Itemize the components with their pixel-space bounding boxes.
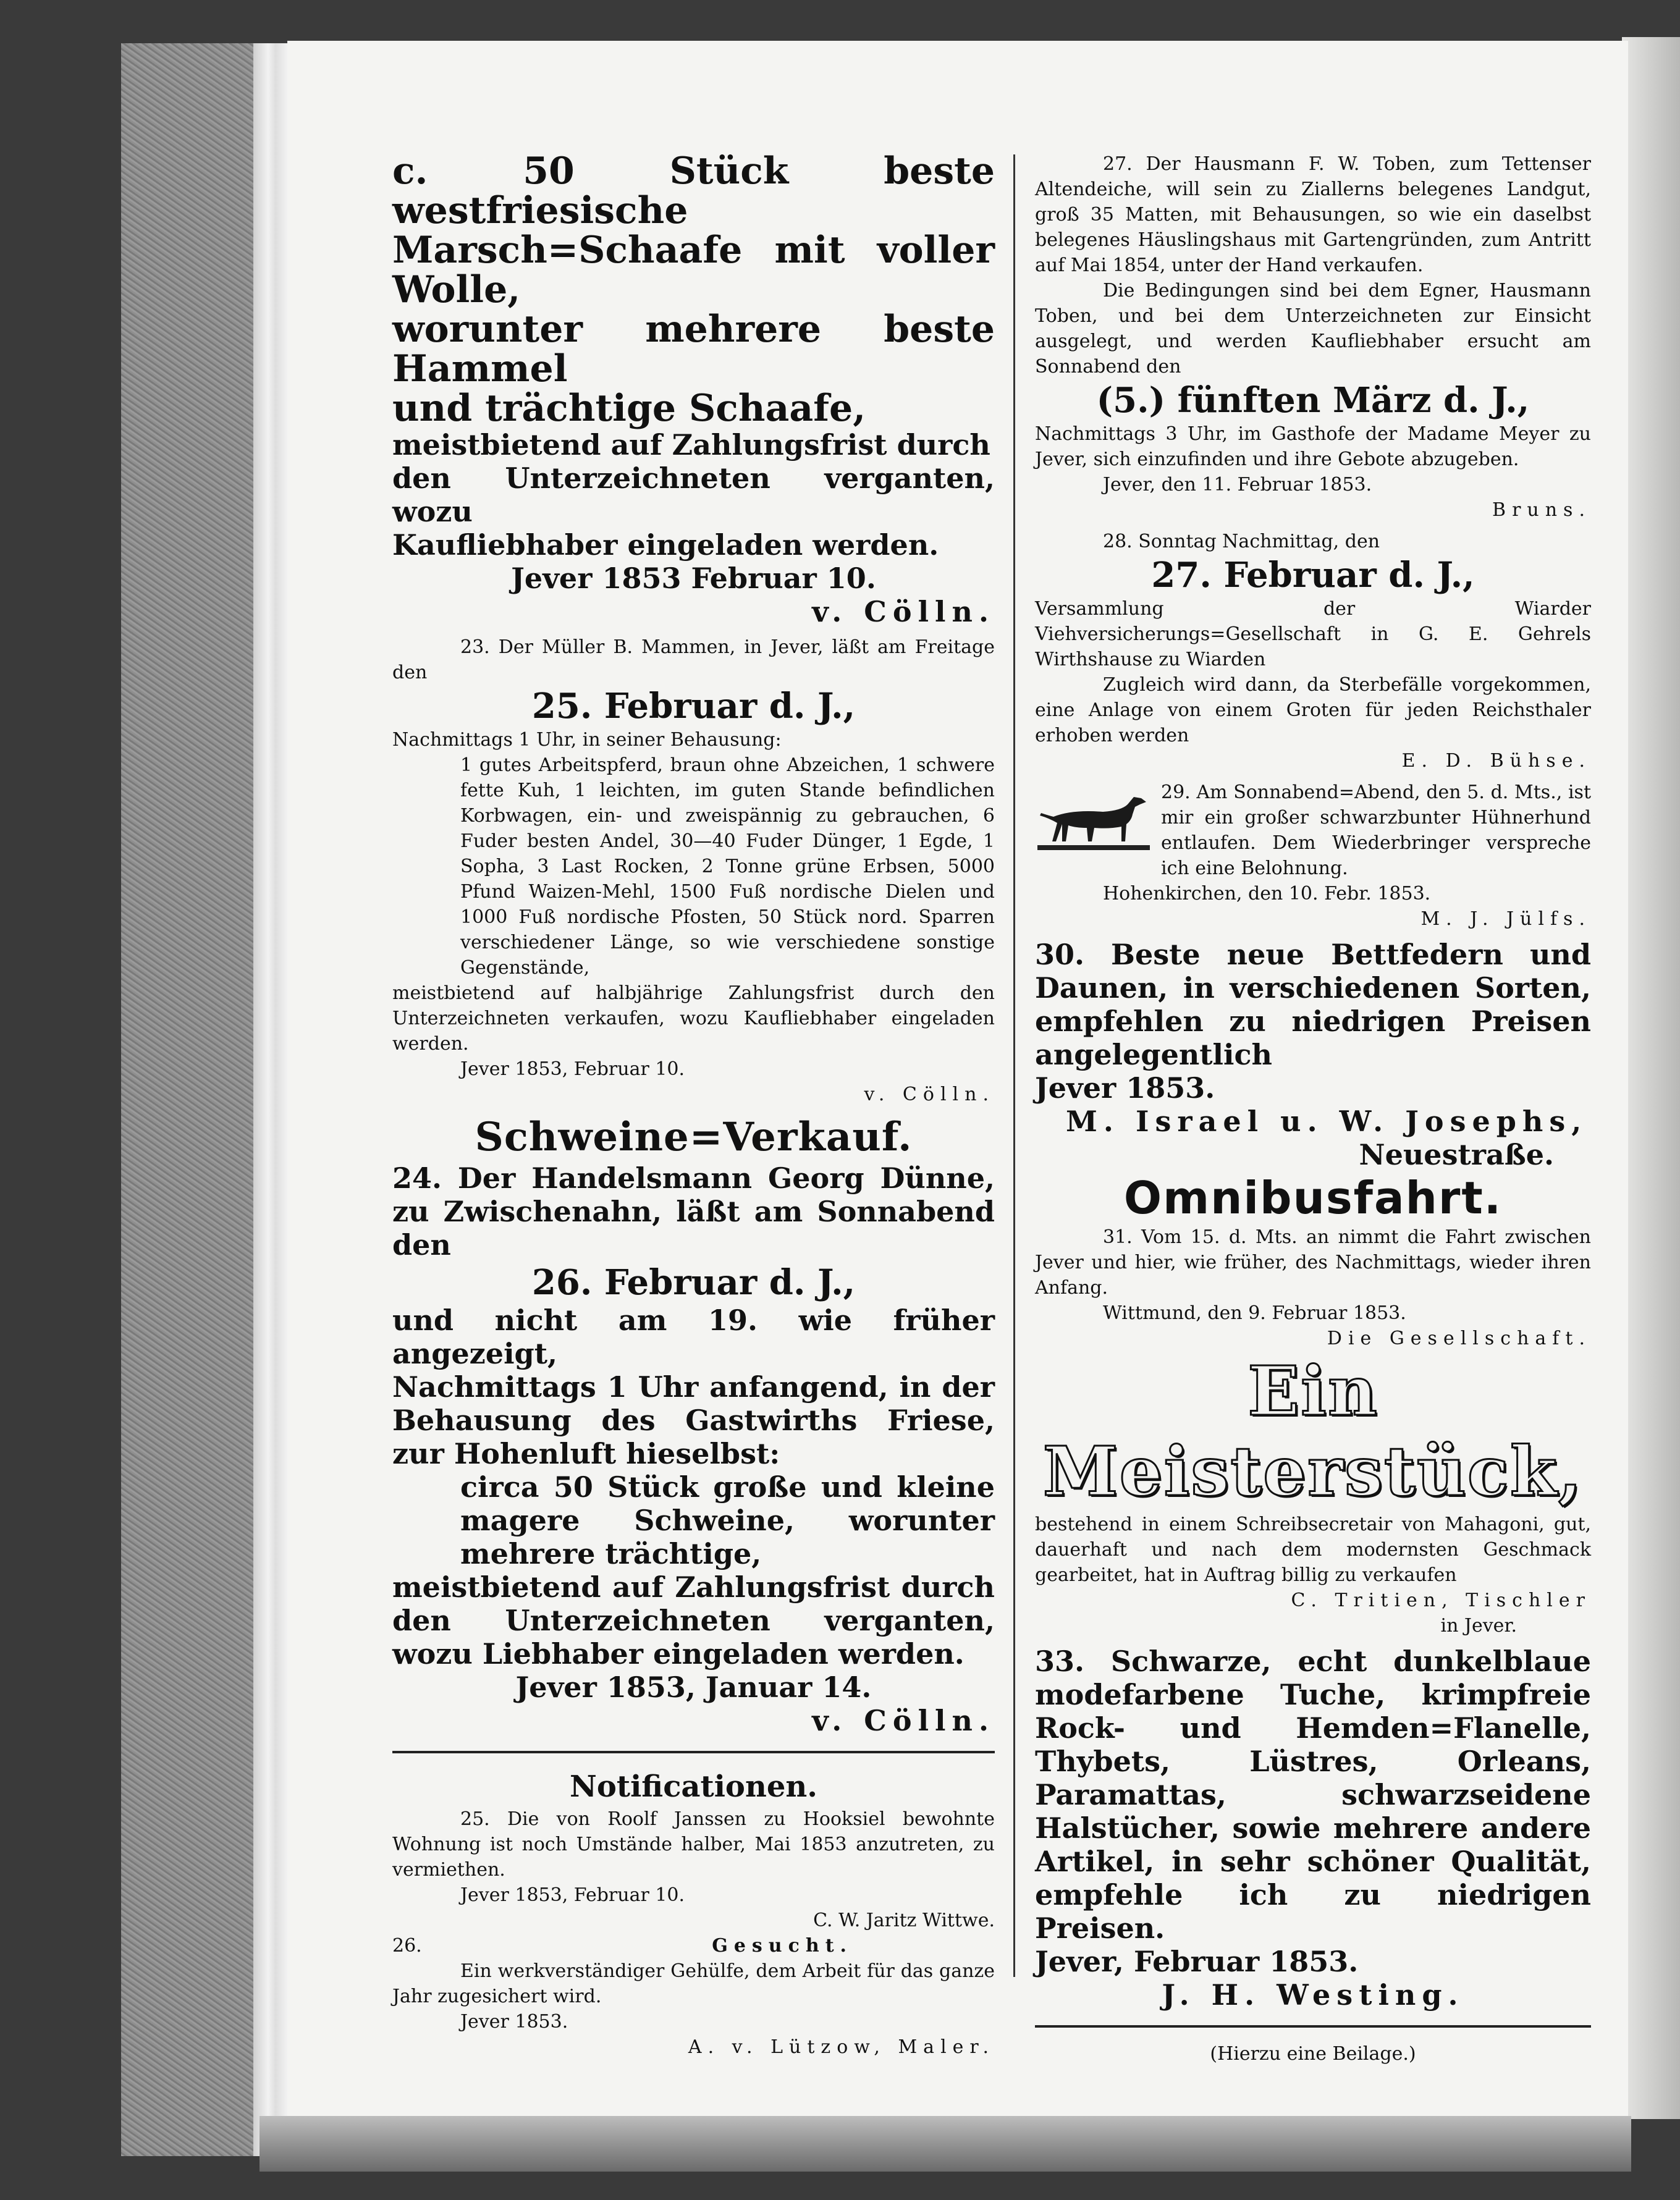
ad-25-signature: C. W. Jaritz Wittwe. [813,1910,995,1931]
ad-22-line: meistbietend auf Zahlungsfrist durch [392,428,990,461]
ad-23-terms: meistbietend auf halbjährige Zahlungsfrist durch den Unterzeichneten verkaufen, wozu Kaufliebhaber eingeladen werden. [392,982,995,1055]
ad-33-signature: J. H. Westing. [1162,1978,1464,2012]
ad-24-line2: Nachmittags 1 Uhr anfangend, in der Behausung des Gastwirths Friese, zur Hohenluft hieselbst: [392,1370,995,1470]
ad-22-line: und trächtige Schaafe, [392,387,866,430]
ad-32-masterpiece [1035,1351,1591,1638]
ad-22-line: Marsch=Schaafe mit voller Wolle, [392,229,995,311]
notifications-section [392,1767,995,2060]
ad-24-items: circa 50 Stück große und kleine magere Schweine, worunter mehrere trächtige, [460,1470,995,1570]
notifications-heading: Notificationen. [570,1769,817,1804]
ad-24-line1: und nicht am 19. wie früher angezeigt, [392,1304,995,1370]
ad-30-street: Neuestraße. [1359,1138,1554,1171]
ad-27-date: (5.) fünften März d. J., [1096,380,1530,421]
ad-29-lost-dog [1035,780,1591,932]
ad-26-place-date: Jever 1853. [460,2011,568,2033]
dog-icon [1035,780,1152,854]
ad-33-text: 33. Schwarze, echt dunkelblaue modefarbene Tuche, krimpfreie Rock- und Hemden=Flanelle, Thybets, Lüstres, Orleans, Paramattas, schwarzseidene Halstücher, sowie mehrere andere Artikel, in sehr schöner Qualität, empfehle ich zu niedrigen Preisen. [1035,1645,1591,1945]
ad-29-place-date: Hohenkirchen, den 10. Febr. 1853. [1103,883,1431,904]
ad-29-signature: M. J. Jülfs. [1420,908,1591,930]
ad-25-text: 25. Die von Roolf Janssen zu Hooksiel bewohnte Wohnung ist noch Umstände halber, Mai 1853 anzutreten, zu vermiethen. [392,1808,995,1881]
ad-27-text3: Nachmittags 3 Uhr, im Gasthofe der Madame Meyer zu Jever, sich einzufinden und ihre Gebote abzugeben. [1035,423,1591,470]
ad-22-line: Kaufliebhaber eingeladen werden. [392,528,939,562]
ad-30-text: 30. Beste neue Bettfedern und Daunen, in verschiedenen Sorten, empfehlen zu niedrigen Preisen angelegentlich [1035,938,1591,1071]
ad-26-header [392,1933,995,1958]
ad-25-place-date: Jever 1853, Februar 10. [460,1884,685,1906]
ad-32-signature-place: in Jever. [1440,1615,1517,1637]
right-column [1035,151,1591,2067]
ad-27-signature: Bruns. [1492,499,1591,521]
column-divider [1013,154,1015,1977]
ad-33-place-date: Jever, Februar 1853. [1035,1945,1359,1978]
ad-24-terms: meistbietend auf Zahlungsfrist durch den Unterzeichneten verganten, wozu Liebhaber eingeladen werden. [392,1570,995,1671]
ad-29-text: 29. Am Sonnabend=Abend, den 5. d. Mts., ist mir ein großer schwarzbunter Hühnerhund entlaufen. Dem Wiederbringer verspreche ich eine Belohnung. [1161,782,1591,879]
ad-22-place-date: Jever 1853 Februar 10. [511,562,876,595]
ad-27-text: 27. Der Hausmann F. W. Toben, zum Tettenser Altendeiche, will sein zu Ziallerns belegenes Landgut, groß 35 Matten, mit Behausungen, so wie ein daselbst belegenes Häuslingshaus mit Gartengründen, zum Antritt auf Mai 1854, unter der Hand verkaufen. [1035,153,1591,276]
ad-28-signature: E. D. Bühse. [1401,750,1591,772]
ad-22-signature: v. Cölln. [812,595,995,628]
ad-23-place-date: Jever 1853, Februar 10. [460,1058,685,1080]
ad-29-body [1035,780,1591,881]
ad-22-sheep-auction [392,151,995,628]
ad-33-cloth [1035,1645,1591,2012]
page-right-edge [1622,37,1680,2119]
ad-26-signature: A. v. Lützow, Maler. [688,2036,995,2058]
ad-31-place-date: Wittmund, den 9. Februar 1853. [1103,1302,1406,1324]
ad-23-mill-auction [392,634,995,1107]
ad-32-text: bestehend in einem Schreibsecretair von Mahagoni, gut, dauerhaft und nach dem modernsten Geschmack gearbeitet, hat in Auftrag billig zu verkaufen [1035,1514,1591,1586]
ad-26-text: Ein werkverständiger Gehülfe, dem Arbeit für das ganze Jahr zugesichert wird. [392,1960,995,2007]
book-cover-board [121,43,263,2156]
ad-23-date: 25. Februar d. J., [531,686,856,727]
ad-22-line: worunter mehrere beste Hammel [392,308,995,390]
ad-28-intro: 28. Sonntag Nachmittag, den [1103,531,1380,552]
ad-28-date: 27. Februar d. J., [1151,555,1475,596]
ad-28-text2: Zugleich wird dann, da Sterbefälle vorgekommen, eine Anlage von einem Groten für jeden Reichsthaler erhoben werden [1035,674,1591,746]
ad-27-place-date: Jever, den 11. Februar 1853. [1103,474,1372,495]
ad-27-text2: Die Bedingungen sind bei dem Egner, Hausmann Toben, und bei dem Unterzeichneten zur Einsicht ausgelegt, und werden Kaufliebhaber ersucht am Sonnabend den [1035,280,1591,377]
ad-24-pig-sale [392,1113,995,1737]
ad-22-line: c. 50 Stück beste westfriesische [392,150,995,232]
section-rule [392,1751,995,1753]
ad-28-text: Versammlung der Wiarder Viehversicherungs=Gesellschaft in G. E. Gehrels Wirthshause zu Wiarden [1035,598,1591,670]
ad-31-signature: Die Gesellschaft. [1327,1328,1591,1349]
ad-23-items: 1 gutes Arbeitspferd, braun ohne Abzeichen, 1 schwere fette Kuh, 1 leichten, im guten Stande befindlichen Korbwagen, ein- und zweispännig zu gebrauchen, 6 Fuder besten Andel, 30—40 Fuder Dünger, 1 Egde, 1 Sopha, 3 Last Rocken, 2 Tonne grüne Erbsen, 5000 Pfund Waizen-Mehl, 1500 Fuß nordische Dielen und 1000 Fuß nordische Pfosten, 50 Stück nord. Sparren verschiedener Länge, so wie verschiedene sonstige Gegenstände, [460,754,995,979]
left-column [392,151,995,2060]
ad-23-intro: 23. Der Müller B. Mammen, in Jever, läßt am Freitage den [392,636,995,683]
ad-26-number: 26. [392,1935,422,1957]
page-stack-edge [253,43,290,2156]
ad-32-heading: Ein Meisterstück, [1042,1351,1584,1511]
ad-31-text: 31. Vom 15. d. Mts. an nimmt die Fahrt zwischen Jever und hier, wie früher, des Nachmittags, wieder ihren Anfang. [1035,1226,1591,1299]
ad-22-line: den Unterzeichneten verganten, wozu [392,461,995,528]
ad-26-heading: Gesucht. [712,1935,853,1957]
supplement-note: (Hierzu eine Beilage.) [1210,2043,1416,2065]
ad-24-date: 26. Februar d. J., [531,1262,856,1303]
ad-30-signature: M. Israel u. W. Josephs, [1066,1105,1588,1138]
ad-31-heading: Omnibusfahrt. [1123,1172,1503,1224]
ad-27-land-sale [1035,151,1591,523]
ad-24-signature: v. Cölln. [812,1704,995,1737]
ad-23-signature: v. Cölln. [864,1084,995,1105]
ad-24-place-date: Jever 1853, Januar 14. [515,1671,872,1704]
ad-24-heading: Schweine=Verkauf. [475,1114,913,1160]
ad-28-insurance-meeting [1035,529,1591,773]
page-bottom-shadow [260,2116,1631,2172]
ad-24-intro: 24. Der Handelsmann Georg Dünne, zu Zwischenahn, läßt am Sonnabend den [392,1161,995,1262]
ad-30-feathers [1035,938,1591,1171]
ad-30-place-date: Jever 1853. [1035,1071,1215,1105]
ad-32-signature: C. Tritien, Tischler [1291,1590,1591,1611]
footer-rule [1035,2025,1591,2028]
ad-23-time: Nachmittags 1 Uhr, in seiner Behausung: [392,729,782,751]
ad-31-omnibus [1035,1171,1591,1351]
